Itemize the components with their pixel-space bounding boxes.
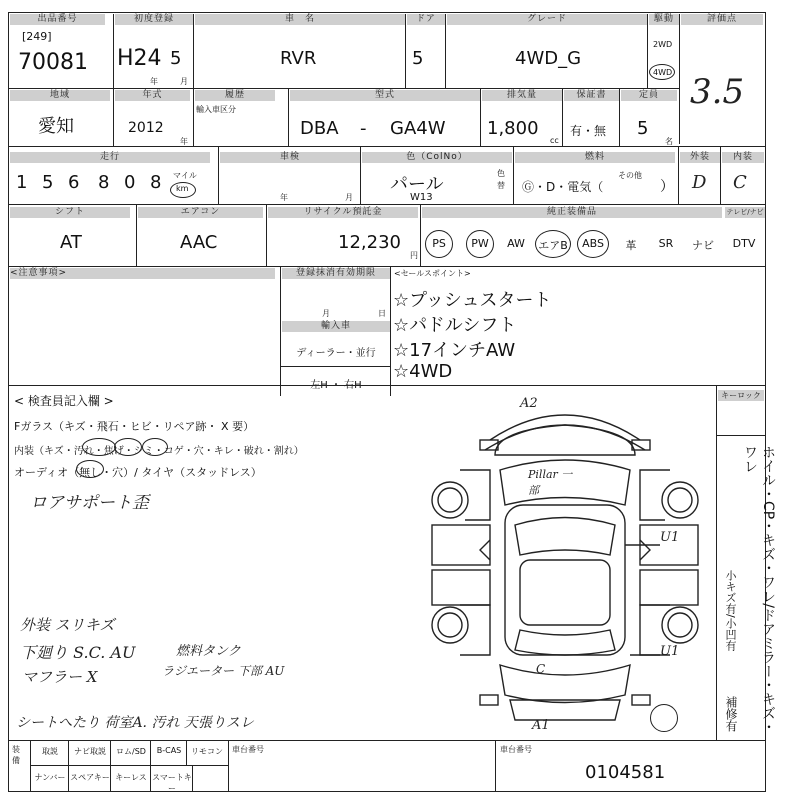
first-reg-era-year: H24	[117, 46, 162, 71]
reg-day: 日	[378, 309, 386, 318]
equip-dtv: DTV	[732, 237, 756, 250]
equip-abs: ABS	[582, 237, 604, 250]
footer-item: キーレス	[115, 773, 147, 782]
key-lock-header: キーロック	[718, 390, 764, 401]
capacity: 5	[637, 118, 649, 139]
int-header: 内装	[722, 152, 764, 163]
frame-label-right: 車台番号	[500, 745, 532, 754]
int-grade: C	[733, 172, 747, 193]
inspector-note: シートへたり 荷室A. 汚れ 天張りスレ	[16, 715, 254, 731]
selling-header: <セールスポイント>	[394, 269, 471, 278]
mileage-digit: 8	[150, 172, 162, 193]
diagram-c: C	[536, 662, 546, 676]
mile-unit: マイル	[173, 171, 197, 180]
capacity-header: 定員	[621, 90, 677, 101]
warranty: 有・無	[570, 124, 607, 138]
shift: AT	[60, 232, 82, 253]
inspection-header: 車検	[220, 152, 360, 163]
recycle-fee: 12,230	[338, 232, 401, 253]
import-value: ディーラー・並行	[296, 348, 376, 359]
diagram-u1-bottom: U1	[660, 644, 680, 659]
ext-grade: D	[692, 172, 707, 193]
interior-burn-circle	[114, 438, 142, 456]
inspector-note: 外装 スリキズ	[20, 616, 115, 634]
diagram-a2: A2	[520, 396, 538, 411]
right-panel-repair: 補修有	[724, 696, 738, 732]
mileage-digit: 1	[16, 172, 28, 193]
fuel-options: Ⓖ・D・電気（	[522, 180, 604, 194]
diagram-a1: A1	[532, 718, 550, 733]
recycle-header: リサイクル預託金	[268, 207, 418, 218]
drive-4wd-circle	[649, 64, 675, 80]
model-code: GA4W	[390, 118, 446, 139]
reg-validity-header: 登録抹消有効期限	[282, 268, 390, 279]
inspector-note: マフラー X	[22, 668, 98, 686]
month-unit: 月	[180, 77, 188, 86]
lane-number: [249]	[22, 30, 52, 43]
region: 愛知	[38, 116, 74, 137]
mileage-header: 走行	[10, 152, 210, 163]
cc-unit: cc	[550, 136, 559, 145]
diagram-circle-mark	[650, 704, 678, 732]
right-panel-vertical-text: ホイル・CP・キズ・ワレ/ドアミラー・キズ・ワレ	[742, 445, 776, 734]
inspector-note: ラジエーター 下部 AU	[162, 664, 285, 678]
car-name-header: 車 名	[195, 14, 405, 25]
lot-number: 70081	[18, 50, 88, 75]
fuel-close: ）	[660, 179, 674, 195]
recycle-yen: 円	[410, 251, 418, 260]
equip-airbag: エアB	[538, 239, 568, 252]
score: 3.5	[690, 72, 745, 112]
mileage-digit: 0	[124, 172, 136, 193]
inspector-title: < 検査員記入欄 >	[14, 394, 114, 408]
history-note: 輸入車区分	[196, 105, 236, 114]
footer-item: ロム/SD	[116, 747, 146, 756]
caution-header: <注意事項>	[10, 268, 275, 279]
score-header: 評価点	[681, 14, 763, 25]
inspector-note: ロアサポート歪	[30, 493, 149, 513]
inspection-month: 月	[345, 193, 353, 202]
footer-item: スペアキー	[70, 773, 110, 782]
lot-header: 出品番号	[10, 14, 105, 25]
model-year-unit: 年	[180, 137, 188, 146]
inspector-line-audio: オーディオ（無し・穴）/ タイヤ（スタッドレス）	[14, 466, 262, 479]
car-damage-diagram	[420, 395, 710, 735]
handle-value: 左H ・ 右H	[310, 380, 362, 391]
mileage-digit: 8	[98, 172, 110, 193]
model-prefix: DBA	[300, 118, 339, 139]
aircon-header: エアコン	[138, 207, 263, 218]
displacement: 1,800	[487, 118, 539, 139]
mileage-digit: 6	[68, 172, 80, 193]
footer-item: ナビ取説	[74, 747, 106, 756]
equip-sunroof: SR	[658, 237, 674, 250]
region-header: 地域	[10, 90, 110, 101]
capacity-unit: 名	[665, 137, 673, 146]
footer-item: スマートキー	[152, 773, 192, 793]
footer-item: 取説	[42, 747, 58, 756]
shift-header: シフト	[10, 207, 130, 218]
aircon: AAC	[180, 232, 218, 253]
footer-item: ナンバー	[34, 773, 66, 782]
doors: 5	[412, 48, 424, 69]
audio-none-circle	[76, 460, 104, 478]
fuel-other: その他	[618, 171, 642, 180]
first-reg-header: 初度登録	[115, 14, 193, 25]
equipment-header: 純正装備品	[422, 207, 722, 218]
drive-4wd: 4WD	[653, 68, 673, 77]
model-header: 型式	[290, 90, 480, 101]
selling-point: ☆4WD	[393, 361, 453, 382]
year-unit: 年	[150, 77, 158, 86]
equip-navi: ナビ	[692, 239, 714, 252]
equip-ps: PS	[432, 237, 446, 250]
car-name: RVR	[280, 48, 317, 69]
equip-aw: AW	[507, 237, 525, 250]
displacement-header: 排気量	[482, 90, 562, 101]
right-panel-sub-text: 小キズ有/小凹有	[724, 570, 737, 651]
km-unit: km	[176, 184, 189, 193]
selling-point: ☆プッシュスタート	[393, 290, 552, 311]
mileage-digit: 5	[42, 172, 54, 193]
color-name: パール	[390, 174, 444, 195]
history-header: 履歴	[195, 90, 275, 101]
color-change-label: 色替	[497, 169, 505, 190]
footer-item: リモコン	[191, 747, 223, 756]
equip-leather: 革	[625, 239, 637, 252]
ext-header: 外装	[680, 152, 720, 163]
drive-2wd: 2WD	[653, 40, 673, 49]
warranty-header: 保証書	[564, 90, 619, 101]
inspector-line-windshield: Fガラス（キズ・飛石・ヒビ・リペア跡・ X 要）	[14, 420, 255, 433]
inspector-note: 下廻り S.C. AU	[20, 643, 136, 662]
diagram-u1-right: U1	[660, 530, 680, 545]
grade-header: グレード	[447, 14, 647, 25]
doors-header: ドア	[407, 14, 445, 25]
tv-header: テレビ/ナビ	[726, 208, 764, 216]
import-header: 輸入車	[282, 321, 390, 332]
first-reg-month: 5	[170, 48, 182, 69]
inspection-year: 年	[280, 193, 288, 202]
footer-side-label: 装備	[12, 745, 20, 765]
model-year-header: 年式	[115, 90, 190, 101]
diagram-pillar: Pillar 一部	[528, 468, 573, 497]
drive-header: 駆動	[649, 14, 679, 25]
footer-item: B-CAS	[156, 746, 182, 755]
grade: 4WD_G	[515, 48, 582, 69]
equip-pw: PW	[471, 237, 489, 250]
frame-label-left: 車台番号	[232, 745, 264, 754]
frame-number: 0104581	[585, 762, 666, 783]
fuel-header: 燃料	[515, 152, 675, 163]
color-code: W13	[410, 192, 433, 203]
interior-stain-circle	[142, 438, 168, 456]
color-header: 色（ColNo）	[362, 152, 512, 163]
interior-dirt-circle	[82, 438, 116, 456]
model-dash: -	[360, 118, 367, 139]
inspector-line-interior: 内装（キズ・汚れ・焦げ・シミ・コゲ・穴・キレ・破れ・割れ）	[14, 446, 304, 457]
reg-month: 月	[322, 309, 330, 318]
selling-point: ☆パドルシフト	[393, 315, 517, 336]
model-year: 2012	[128, 120, 164, 136]
inspector-note: 燃料タンク	[176, 644, 241, 659]
selling-point: ☆17インチAW	[393, 340, 516, 361]
